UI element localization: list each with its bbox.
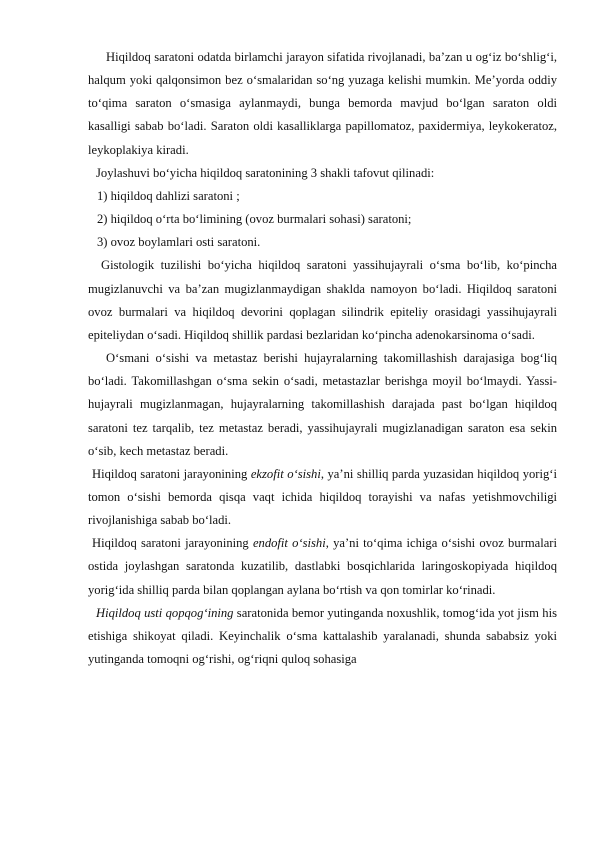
paragraph-growth-metastasis: O‘smani o‘sishi va metastaz berishi hujayralarning takomillashish darajasiga bog‘liq bo‘ladi. Takomillashgan o‘sma sekin o‘sadi, metastazlar berishga moyil bo‘lmaydi. Yassi-hujayrali mugizlanmagan, hujayralarning takomillashish darajada past bo‘lgan hiqildoq saratoni tez tarqalib, tez metastaz beradi, yassihujayrali mugizlanadigan saraton esa sekin o‘sib, kech metastaz beradi.: [88, 351, 557, 458]
epiglottis-term: Hiqildoq usti qopqog‘ining: [96, 605, 234, 620]
exophytic-term: ekzofit o‘sishi: [250, 466, 321, 481]
list-item-middle-section: 2) hiqildoq o‘rta bo‘limining (ovoz burmalari sohasi) saratoni;: [97, 212, 412, 227]
endophytic-term: endofit o‘sishi: [252, 536, 326, 551]
exophytic-rest: , ya’ni shilliq parda yuzasidan hiqildoq yorig‘i tomon o‘sishi bemorda qisqa vaqt ichida hiqildoq torayishi va nafas yetishmovchiligi rivojlanishiga sabab bo‘ladi.: [88, 466, 557, 528]
paragraph-intro: Hiqildoq saratoni odatda birlamchi jarayon sifatida rivojlanadi, ba’zan u og‘iz bo‘shlig‘i, halqum yoki qalqonsimon bez o‘smalaridan so‘ng yuzaga kelishi mumkin. Me’yorda oddiy to‘qima saraton o‘smasiga aylanmaydi, bunga bemorda mavjud bo‘lgan saraton oldi kasalligi sabab bo‘ladi. Saraton oldi kasalliklarga papillomatoz, paxidermiya, leykokeratoz, leykoplakiya kiradi.: [88, 50, 557, 157]
epiglottis-rest: saratonida bemor yutinganda noxushlik, tomog‘ida yot jism his etishiga shikoyat qiladi. Keyinchalik o‘sma kattalashib yaralanadi, shunda sababsiz yoki yutinganda tomoqni og‘rishi, og‘riqni quloq sohasiga: [88, 605, 557, 667]
paragraph-location-forms: Joylashuvi bo‘yicha hiqildoq saratonining 3 shakli tafovut qilinadi:: [96, 165, 435, 180]
paragraph-endophytic: [88, 532, 557, 601]
paragraph-histology: Gistologik tuzilishi bo‘yicha hiqildoq saratoni yassihujayrali o‘sma bo‘lib, ko‘pincha mugizlanuvchi va ba’zan mugizlanmaydigan shaklda namoyon bo‘ladi. Hiqildoq saratoni ovoz burmalari va hiqildoq devorini qoplagan silindrik epiteliy orasidagi yassihujayrali epiteliydan o‘sadi. Hiqildoq shillik pardasi bezlaridan ko‘pincha adenokarsinoma o‘sadi.: [88, 258, 557, 342]
endophytic-rest: , ya’ni to‘qima ichiga o‘sishi ovoz burmalari ostida joylashgan saratonda kuzatilib, dastlabki bosqichlarida laringoskopiyada hiqildoq yorig‘ida shilliq parda bilan qoplangan aylana bo‘rtish va qon tomirlar ko‘rinadi.: [88, 536, 557, 597]
document-page: [88, 46, 557, 671]
list-item-subglottic: 3) ovoz boylamlari osti saratoni.: [97, 235, 261, 250]
list-item-vestibule: 1) hiqildoq dahlizi saratoni ;: [97, 188, 240, 203]
paragraph-epiglottis: [88, 602, 557, 671]
endophytic-lead: Hiqildoq saratoni jarayonining: [92, 536, 253, 551]
exophytic-lead: Hiqildoq saratoni jarayonining: [92, 466, 251, 481]
paragraph-exophytic: [88, 463, 557, 532]
